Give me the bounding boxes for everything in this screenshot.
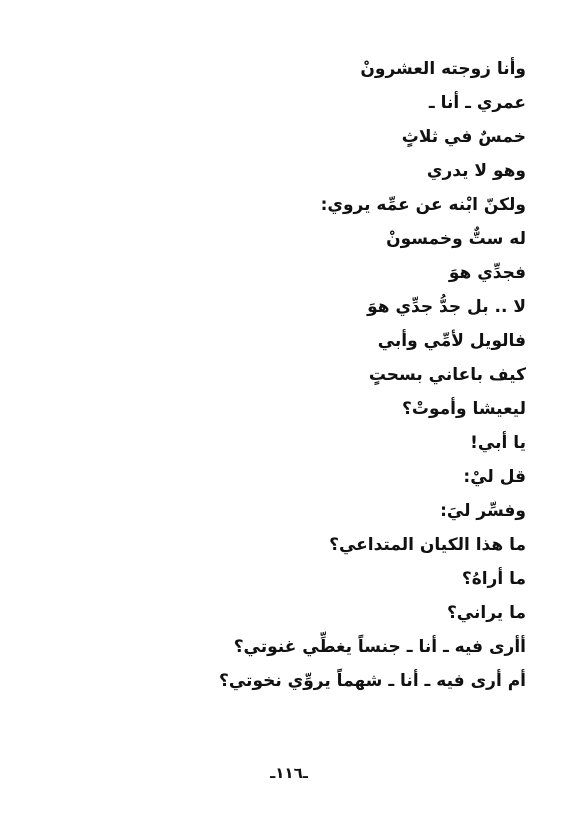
- poem-line: لا .. بل جدُّ جدِّي هوَ: [367, 297, 526, 317]
- poem-line: أأرى فيه ـ أنا ـ جنساً يغطِّي غنوتي؟: [233, 637, 526, 657]
- poem-line: ما أراهُ؟: [461, 569, 526, 589]
- poem-line: ما يراني؟: [446, 603, 526, 623]
- poem-line: ولكنّ ابْنه عن عمِّه يروي:: [320, 195, 526, 215]
- page-number: ـ١١٦ـ: [270, 764, 308, 782]
- poem-line: قل ليْ:: [463, 467, 526, 487]
- poem-line: وهو لا يدري: [426, 161, 526, 181]
- poem-line: كيف باعاني بسحتٍ: [368, 365, 526, 385]
- poem-text: [56, 52, 526, 698]
- poem-line: له ستٌّ وخمسونْ: [386, 229, 526, 249]
- poem-line: أم أرى فيه ـ أنا ـ شهماً يروِّي نخوتي؟: [219, 671, 526, 691]
- poem-line: يا أبي!: [470, 433, 526, 453]
- poem-line: وفسِّر ليَ:: [440, 501, 526, 521]
- poem-line: عمري ـ أنا ـ: [428, 93, 526, 113]
- poem-line: فالويل لأمِّي وأبي: [377, 331, 526, 351]
- poem-line: ما هذا الكيان المتداعي؟: [329, 535, 526, 555]
- poem-line: خمسٌ في ثلاثٍ: [401, 127, 526, 147]
- poem-line: فجدِّي هوَ: [448, 263, 526, 283]
- poem-line: وأنا زوجته العشرونْ: [360, 59, 526, 79]
- poem-line: ليعيشا وأموتْ؟: [402, 399, 526, 419]
